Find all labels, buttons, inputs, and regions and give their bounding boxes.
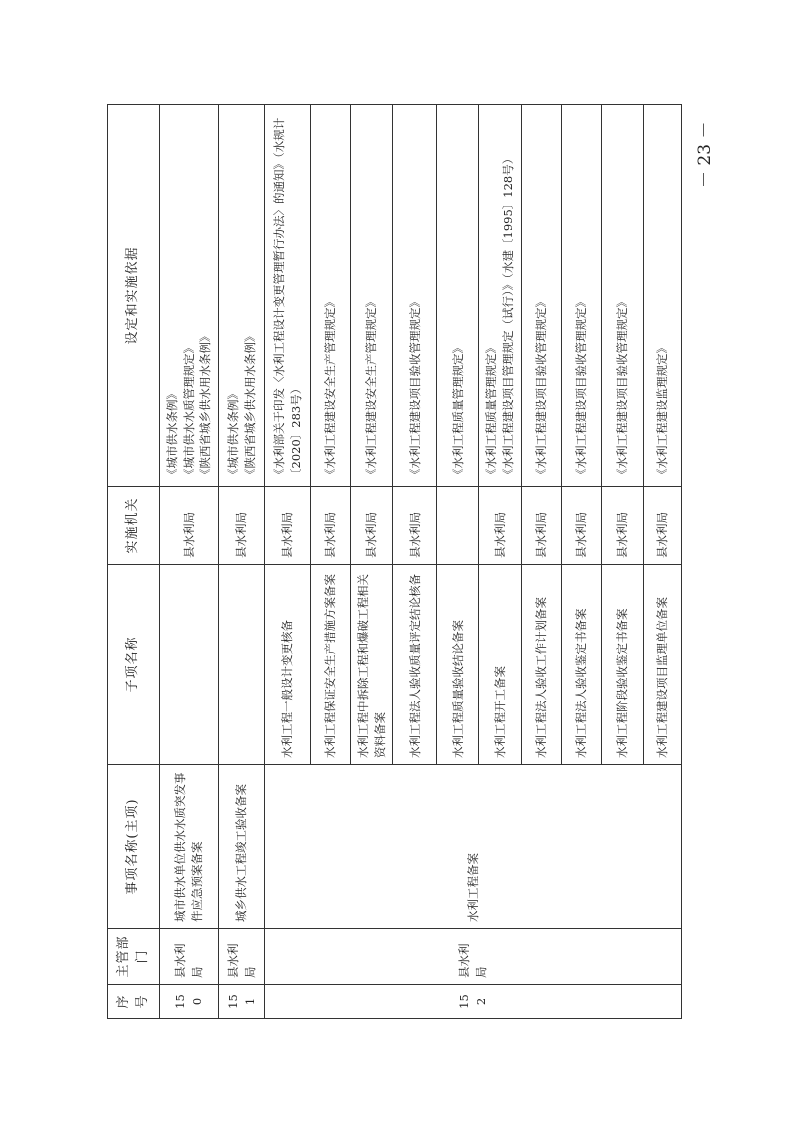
cell-item-name: 城市供水单位供水水质突发事件应急预案备案: [160, 765, 219, 929]
table-header-row: [108, 105, 160, 1019]
table-row: [265, 105, 311, 1019]
header-agency: 实施机关: [108, 487, 160, 565]
cell-agency: 县水利局: [311, 487, 351, 565]
cell-agency: 县水利局: [393, 487, 437, 565]
cell-seq: 152: [265, 985, 682, 1019]
cell-department: 县水利局: [219, 929, 265, 985]
basis-line: 《陕西省城乡供水用水条例》: [198, 330, 213, 480]
basis-line: 《水利工程质量管理规定》: [484, 342, 499, 480]
basis-line: 《陕西省城乡供水用水条例》: [242, 330, 257, 480]
cell-department: 县水利局: [265, 929, 682, 985]
cell-item-name: 水利工程备案: [265, 765, 682, 929]
cell-basis: [479, 105, 521, 487]
cell-agency: 县水利局: [643, 487, 681, 565]
header-seq: 序号: [108, 985, 160, 1019]
cell-agency: 县水利局: [219, 487, 265, 565]
header-basis: 设定和实施依据: [108, 105, 160, 487]
cell-basis: 《水利工程建设安全生产管理规定》: [351, 105, 393, 487]
cell-basis: 《水利工程建设项目验收管理规定》: [561, 105, 601, 487]
cell-agency: 县水利局: [160, 487, 219, 565]
cell-agency: 县水利局: [561, 487, 601, 565]
rotated-table-wrapper: [107, 105, 679, 1019]
header-item-name: 事项名称(主项): [108, 765, 160, 929]
cell-agency: 县水利局: [521, 487, 561, 565]
cell-agency: [437, 487, 479, 565]
cell-basis: 《水利工程质量管理规定》: [437, 105, 479, 487]
cell-sub-item: [219, 565, 265, 765]
basis-line: 《城市供水条例》: [225, 388, 240, 480]
page-number: [690, 121, 720, 188]
cell-agency: 县水利局: [351, 487, 393, 565]
cell-sub-item: [160, 565, 219, 765]
cell-basis: 《水利工程建设项目验收管理规定》: [601, 105, 643, 487]
cell-sub-item: 水利工程中拆除工程和爆破工程相关资料备案: [351, 565, 393, 765]
cell-basis: 《水利部关于印发〈水利工程设计变更管理暂行办法〉的通知》（水规计〔2020〕283号）: [265, 105, 311, 487]
cell-sub-item: 水利工程法人验收鉴定书备案: [561, 565, 601, 765]
cell-sub-item: 水利工程一般设计变更核备: [265, 565, 311, 765]
cell-sub-item: 水利工程法人验收质量评定结论核备: [393, 565, 437, 765]
basis-line: 《城市供水水质管理规定》: [181, 342, 196, 480]
cell-basis: 《水利工程建设项目验收管理规定》: [521, 105, 561, 487]
header-department: 主管部门: [108, 929, 160, 985]
cell-sub-item: 水利工程法人验收工作计划备案: [521, 565, 561, 765]
basis-line: 《城市供水条例》: [165, 388, 179, 480]
cell-basis: [219, 105, 265, 487]
cell-seq: 151: [219, 985, 265, 1019]
cell-agency: 县水利局: [479, 487, 521, 565]
page-number-text: － 23 －: [695, 121, 715, 188]
cell-basis: 《水利工程建设安全生产管理规定》: [311, 105, 351, 487]
cell-agency: 县水利局: [265, 487, 311, 565]
header-sub-item: 子项名称: [108, 565, 160, 765]
cell-department: 县水利局: [160, 929, 219, 985]
cell-sub-item: 水利工程质量验收结论备案: [437, 565, 479, 765]
cell-basis: 《水利工程建设项目验收管理规定》: [393, 105, 437, 487]
cell-seq: 150: [160, 985, 219, 1019]
basis-line: 《水利工程建设项目管理规定（试行）》（水建〔1995〕128号）: [501, 152, 516, 480]
table-row: [219, 105, 265, 1019]
admin-items-table: [107, 104, 682, 1019]
cell-sub-item: 水利工程阶段验收鉴定书备案: [601, 565, 643, 765]
cell-basis: [160, 105, 219, 487]
cell-item-name: 城乡供水工程竣工验收备案: [219, 765, 265, 929]
cell-basis: 《水利工程建设监理规定》: [643, 105, 681, 487]
cell-sub-item: 水利工程建设项目监理单位备案: [643, 565, 681, 765]
cell-agency: 县水利局: [601, 487, 643, 565]
table-row: [160, 105, 219, 1019]
cell-sub-item: 水利工程开工备案: [479, 565, 521, 765]
cell-sub-item: 水利工程保证安全生产措施方案备案: [311, 565, 351, 765]
